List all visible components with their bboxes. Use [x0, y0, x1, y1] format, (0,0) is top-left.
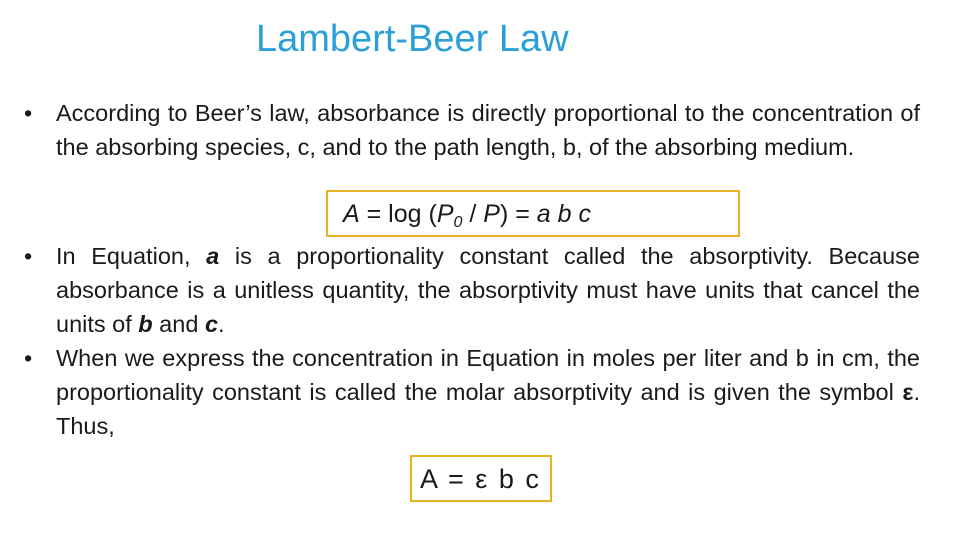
text-run: In Equation, [56, 243, 207, 269]
symbol-c: c [204, 311, 219, 337]
text-run: . Thus, [56, 379, 920, 439]
eq-log-open: = log ( [359, 200, 437, 228]
paragraph-beers-law: According to Beer’s law, absorbance is directly proportional to the concentration of the absorbing species, c, and to the path length, b, of the absorbing medium. [56, 100, 920, 160]
eq-slash: / [462, 200, 484, 228]
text-run: When we express the concentration in Equation in moles per liter and b in cm, the proportionality constant is called the molar absorptivity and is given the symbol [56, 345, 920, 405]
bullet-marker: • [24, 243, 33, 269]
text-run: . [218, 311, 225, 337]
equation-molar-absorptivity: A = ε b c [410, 455, 552, 502]
slide-title: Lambert-Beer Law [256, 18, 569, 60]
eq-p0: P [436, 200, 454, 228]
bullet-marker: • [24, 345, 33, 371]
eq-lhs: A [343, 200, 360, 228]
equation-absorbance-log [326, 190, 740, 237]
eq-p: P [483, 200, 500, 228]
text-run: and [152, 311, 205, 337]
paragraph-absorptivity [56, 239, 920, 341]
symbol-a: a [206, 243, 220, 269]
symbol-b: b [138, 311, 153, 337]
text-run: is a proportionality constant called the absorptivity. Because absorbance is a unitless quantity, the absorptivity must have units that cancel the units of [56, 243, 920, 337]
eq-rhs: a b c [536, 200, 591, 228]
paragraph-molar-absorptivity [56, 341, 920, 443]
eq-p0-subscript: 0 [453, 214, 463, 231]
eq-close: ) = [499, 200, 537, 228]
bullet-marker: • [24, 100, 33, 126]
symbol-epsilon: ε [902, 379, 914, 405]
